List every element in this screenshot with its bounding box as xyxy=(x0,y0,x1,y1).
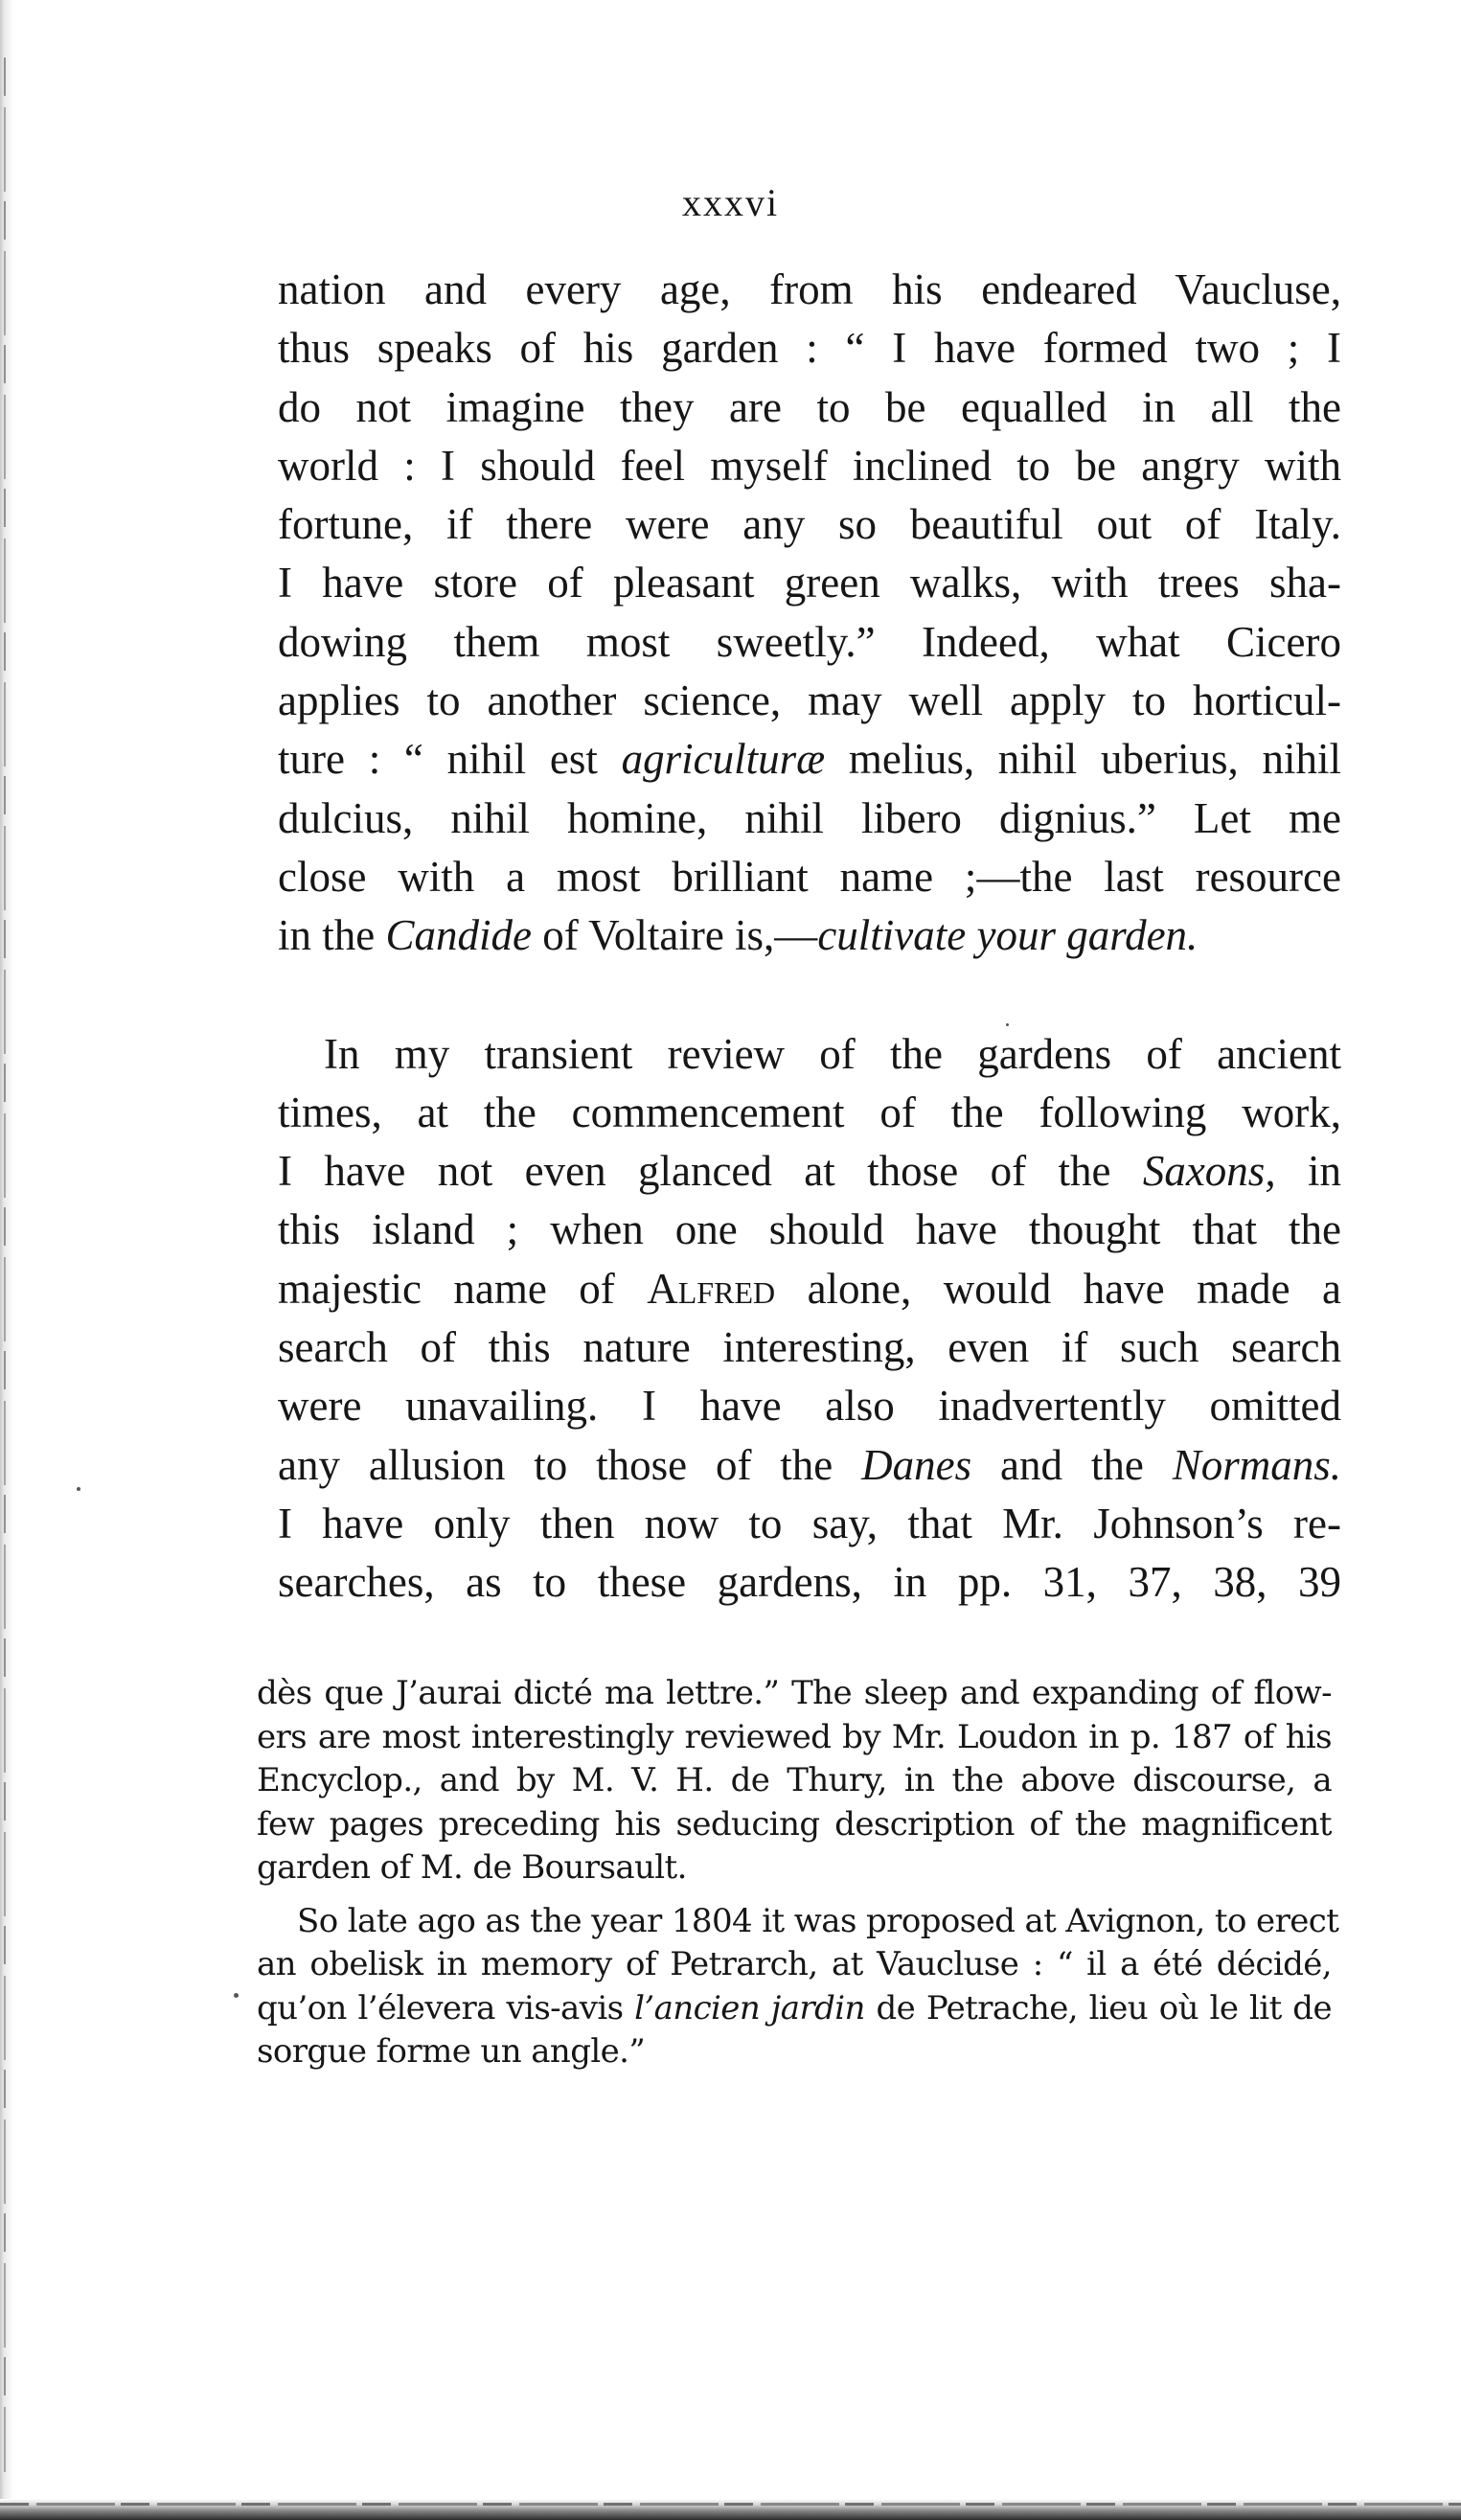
footnote-line: sorgue forme un angle.” xyxy=(257,2032,646,2071)
text-line xyxy=(278,1260,1341,1318)
text-run: de Petrache, lieu où le lit de xyxy=(864,1988,1332,2027)
text-line: searches, as to these gardens, in pp. 31, 37, 38, 39 xyxy=(278,1558,1341,1607)
footnote-2 xyxy=(257,1900,1339,2074)
footnote-line xyxy=(257,1987,1332,2031)
text-line xyxy=(278,730,1341,789)
text-run: any allusion to those of the xyxy=(278,1440,862,1489)
text-run: and the xyxy=(971,1440,1173,1489)
text-line: In my transient review of the gardens of ancient xyxy=(324,1029,1341,1078)
text-line: thus speaks of his garden : “ I have formed two ; I xyxy=(278,324,1341,373)
speck xyxy=(77,1487,80,1491)
speck xyxy=(234,1993,239,1998)
footnote-line: So late ago as the year 1804 it was proposed at Avignon, to erect xyxy=(297,1901,1339,1940)
italic-text: Normans. xyxy=(1172,1440,1342,1489)
binding-edge xyxy=(0,0,13,2520)
main-text xyxy=(278,261,1341,1613)
text-line: were unavailing. I have also inadvertently omitted xyxy=(278,1382,1341,1431)
italic-text: l’ancien jardin xyxy=(634,1988,865,2027)
text-run: qu’on l’élevera vis-avis xyxy=(257,1988,635,2027)
italic-text: agriculturæ xyxy=(621,735,826,784)
footnotes xyxy=(257,1672,1339,2074)
footnote-line: few pages preceding his seducing description of the magnificent xyxy=(257,1804,1332,1844)
text-run: melius, nihil uberius, nihil xyxy=(825,735,1341,784)
text-line: times, at the commencement of the following work, xyxy=(278,1088,1341,1136)
text-line: nation and every age, from his endeared Vaucluse, xyxy=(278,265,1341,313)
page-number: xxxvi xyxy=(681,181,780,224)
text-line: close with a most brilliant name ;—the last resource xyxy=(278,852,1341,901)
text-run: of Voltaire is,— xyxy=(531,911,818,960)
text-line: I have store of pleasant green walks, with trees sha- xyxy=(278,559,1341,607)
italic-text: Saxons, xyxy=(1142,1147,1276,1196)
italic-text: Danes xyxy=(861,1440,972,1489)
binding-edge-line xyxy=(4,57,6,2472)
text-line: I have only then now to say, that Mr. Johnson’s re- xyxy=(278,1499,1341,1547)
text-line: dowing them most sweetly.” Indeed, what Cicero xyxy=(278,617,1341,666)
footnote-line: ers are most interestingly reviewed by Mr. Loudon in p. 187 of his xyxy=(257,1717,1332,1756)
text-line: applies to another science, may well apply to horticul- xyxy=(278,676,1341,725)
text-run: majestic name of xyxy=(278,1264,648,1313)
text-line xyxy=(278,1436,1341,1495)
page-bottom-edge-line xyxy=(0,2503,1461,2506)
text-run: ture : “ nihil est xyxy=(278,735,622,784)
text-run: I have not even glanced at those of the xyxy=(278,1147,1143,1196)
footnote-line: dès que J’aurai dicté ma lettre.” The sleep and expanding of flow- xyxy=(257,1674,1332,1712)
paragraph-2 xyxy=(278,1025,1341,1613)
text-line: do not imagine they are to be equalled in all the xyxy=(278,382,1341,431)
text-line: world : I should feel myself inclined to be angry with xyxy=(278,441,1341,490)
text-line: this island ; when one should have thought that the xyxy=(278,1205,1341,1254)
text-run: alone, would have made a xyxy=(775,1264,1341,1313)
text-line: fortune, if there were any so beautiful out of Italy. xyxy=(278,500,1341,549)
text-line: search of this nature interesting, even if such search xyxy=(278,1323,1341,1372)
footnote-line: Encyclop., and by M. V. H. de Thury, in the above discourse, a xyxy=(257,1761,1332,1799)
text-run: in xyxy=(1275,1147,1341,1196)
small-caps-text: Alfred xyxy=(647,1264,776,1313)
text-line xyxy=(278,906,1341,965)
footnote-1 xyxy=(257,1672,1332,1890)
text-run: in the xyxy=(278,911,386,960)
text-line xyxy=(278,1142,1341,1201)
paragraph-1 xyxy=(278,261,1341,966)
text-line: dulcius, nihil homine, nihil libero dignius.” Let me xyxy=(278,793,1341,842)
footnote-line: an obelisk in memory of Petrarch, at Vaucluse : “ il a été décidé, xyxy=(257,1945,1332,1983)
footnote-line: garden of M. de Boursault. xyxy=(257,1848,687,1887)
italic-text: Candide xyxy=(385,911,532,960)
italic-text: cultivate your garden. xyxy=(817,911,1198,960)
